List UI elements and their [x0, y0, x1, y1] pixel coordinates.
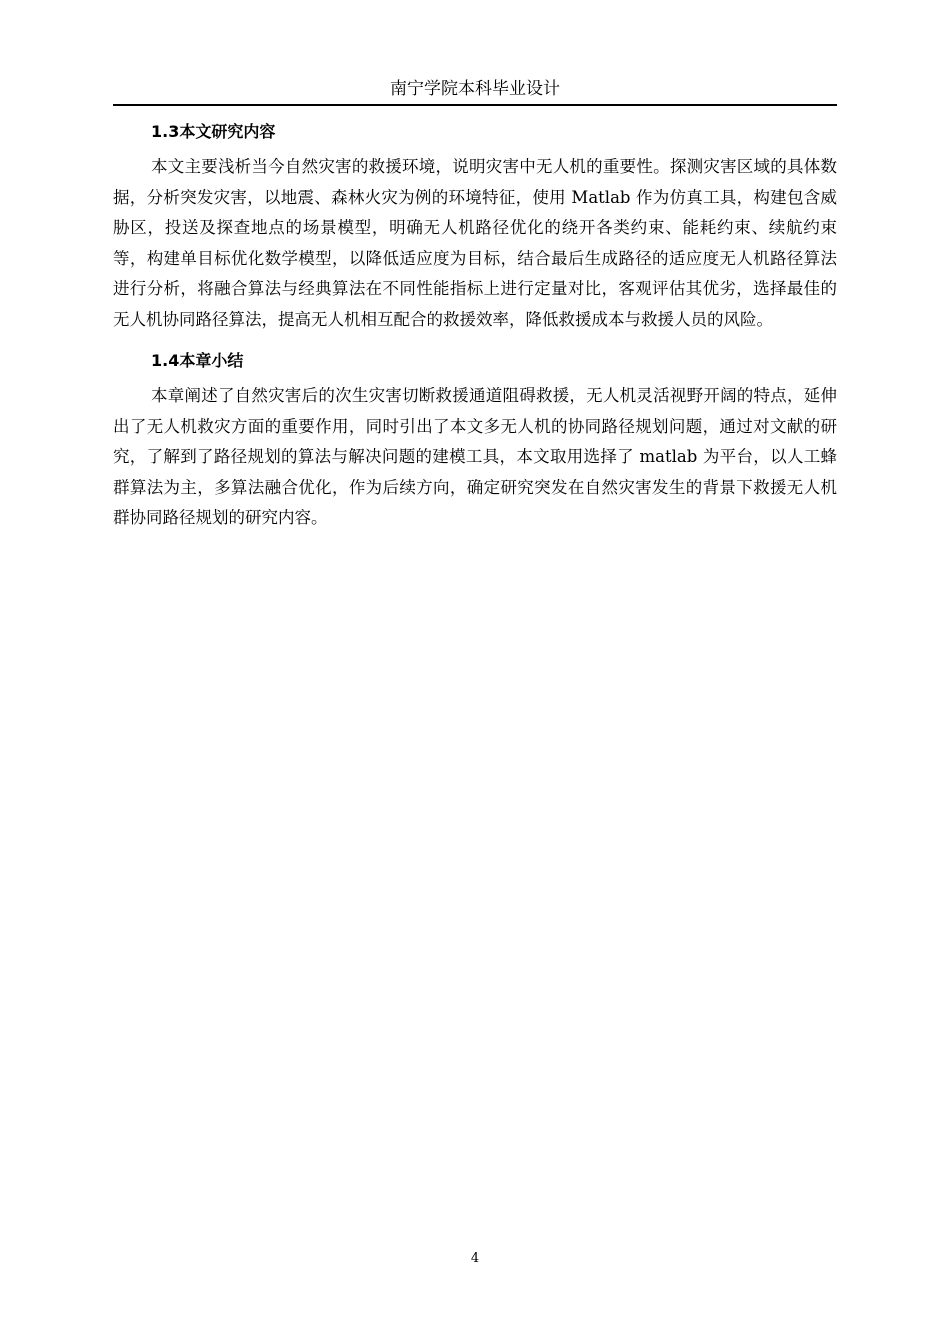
header-rule	[113, 104, 837, 106]
paragraph: 本章阐述了自然灾害后的次生灾害切断救援通道阻碍救援，无人机灵活视野开阔的特点，延伸出了无人机救灾方面的重要作用，同时引出了本文多无人机的协同路径规划问题，通过对文献的研究，了解到了路径规划的算法与解决问题的建模工具，本文取用选择了 matlab 为平台，以人工蜂群算法为主，多算法融合优化，作为后续方向，确定研究突发在自然灾害发生的背景下救援无人机群协同路径规划的研究内容。	[113, 386, 837, 527]
page-number: 4	[470, 1251, 480, 1266]
section-chapter-summary	[113, 341, 837, 534]
section-heading: 1.4本章小结	[151, 351, 244, 370]
page-header: 南宁学院本科毕业设计	[390, 79, 560, 99]
document-body	[113, 112, 837, 540]
section-heading: 1.3本文研究内容	[151, 122, 276, 141]
section-research-content	[113, 112, 837, 335]
paragraph: 本文主要浅析当今自然灾害的救援环境，说明灾害中无人机的重要性。探测灾害区域的具体数据，分析突发灾害，以地震、森林火灾为例的环境特征，使用 Matlab 作为仿真工具，构建包含威胁区，投送及探查地点的场景模型，明确无人机路径优化的绕开各类约束、能耗约束、续航约束等，构建单目标优化数学模型，以降低适应度为目标，结合最后生成路径的适应度无人机路径算法进行分析，将融合算法与经典算法在不同性能指标上进行定量对比，客观评估其优劣，选择最佳的无人机协同路径算法，提高无人机相互配合的救援效率，降低救援成本与救援人员的风险。	[113, 157, 837, 329]
